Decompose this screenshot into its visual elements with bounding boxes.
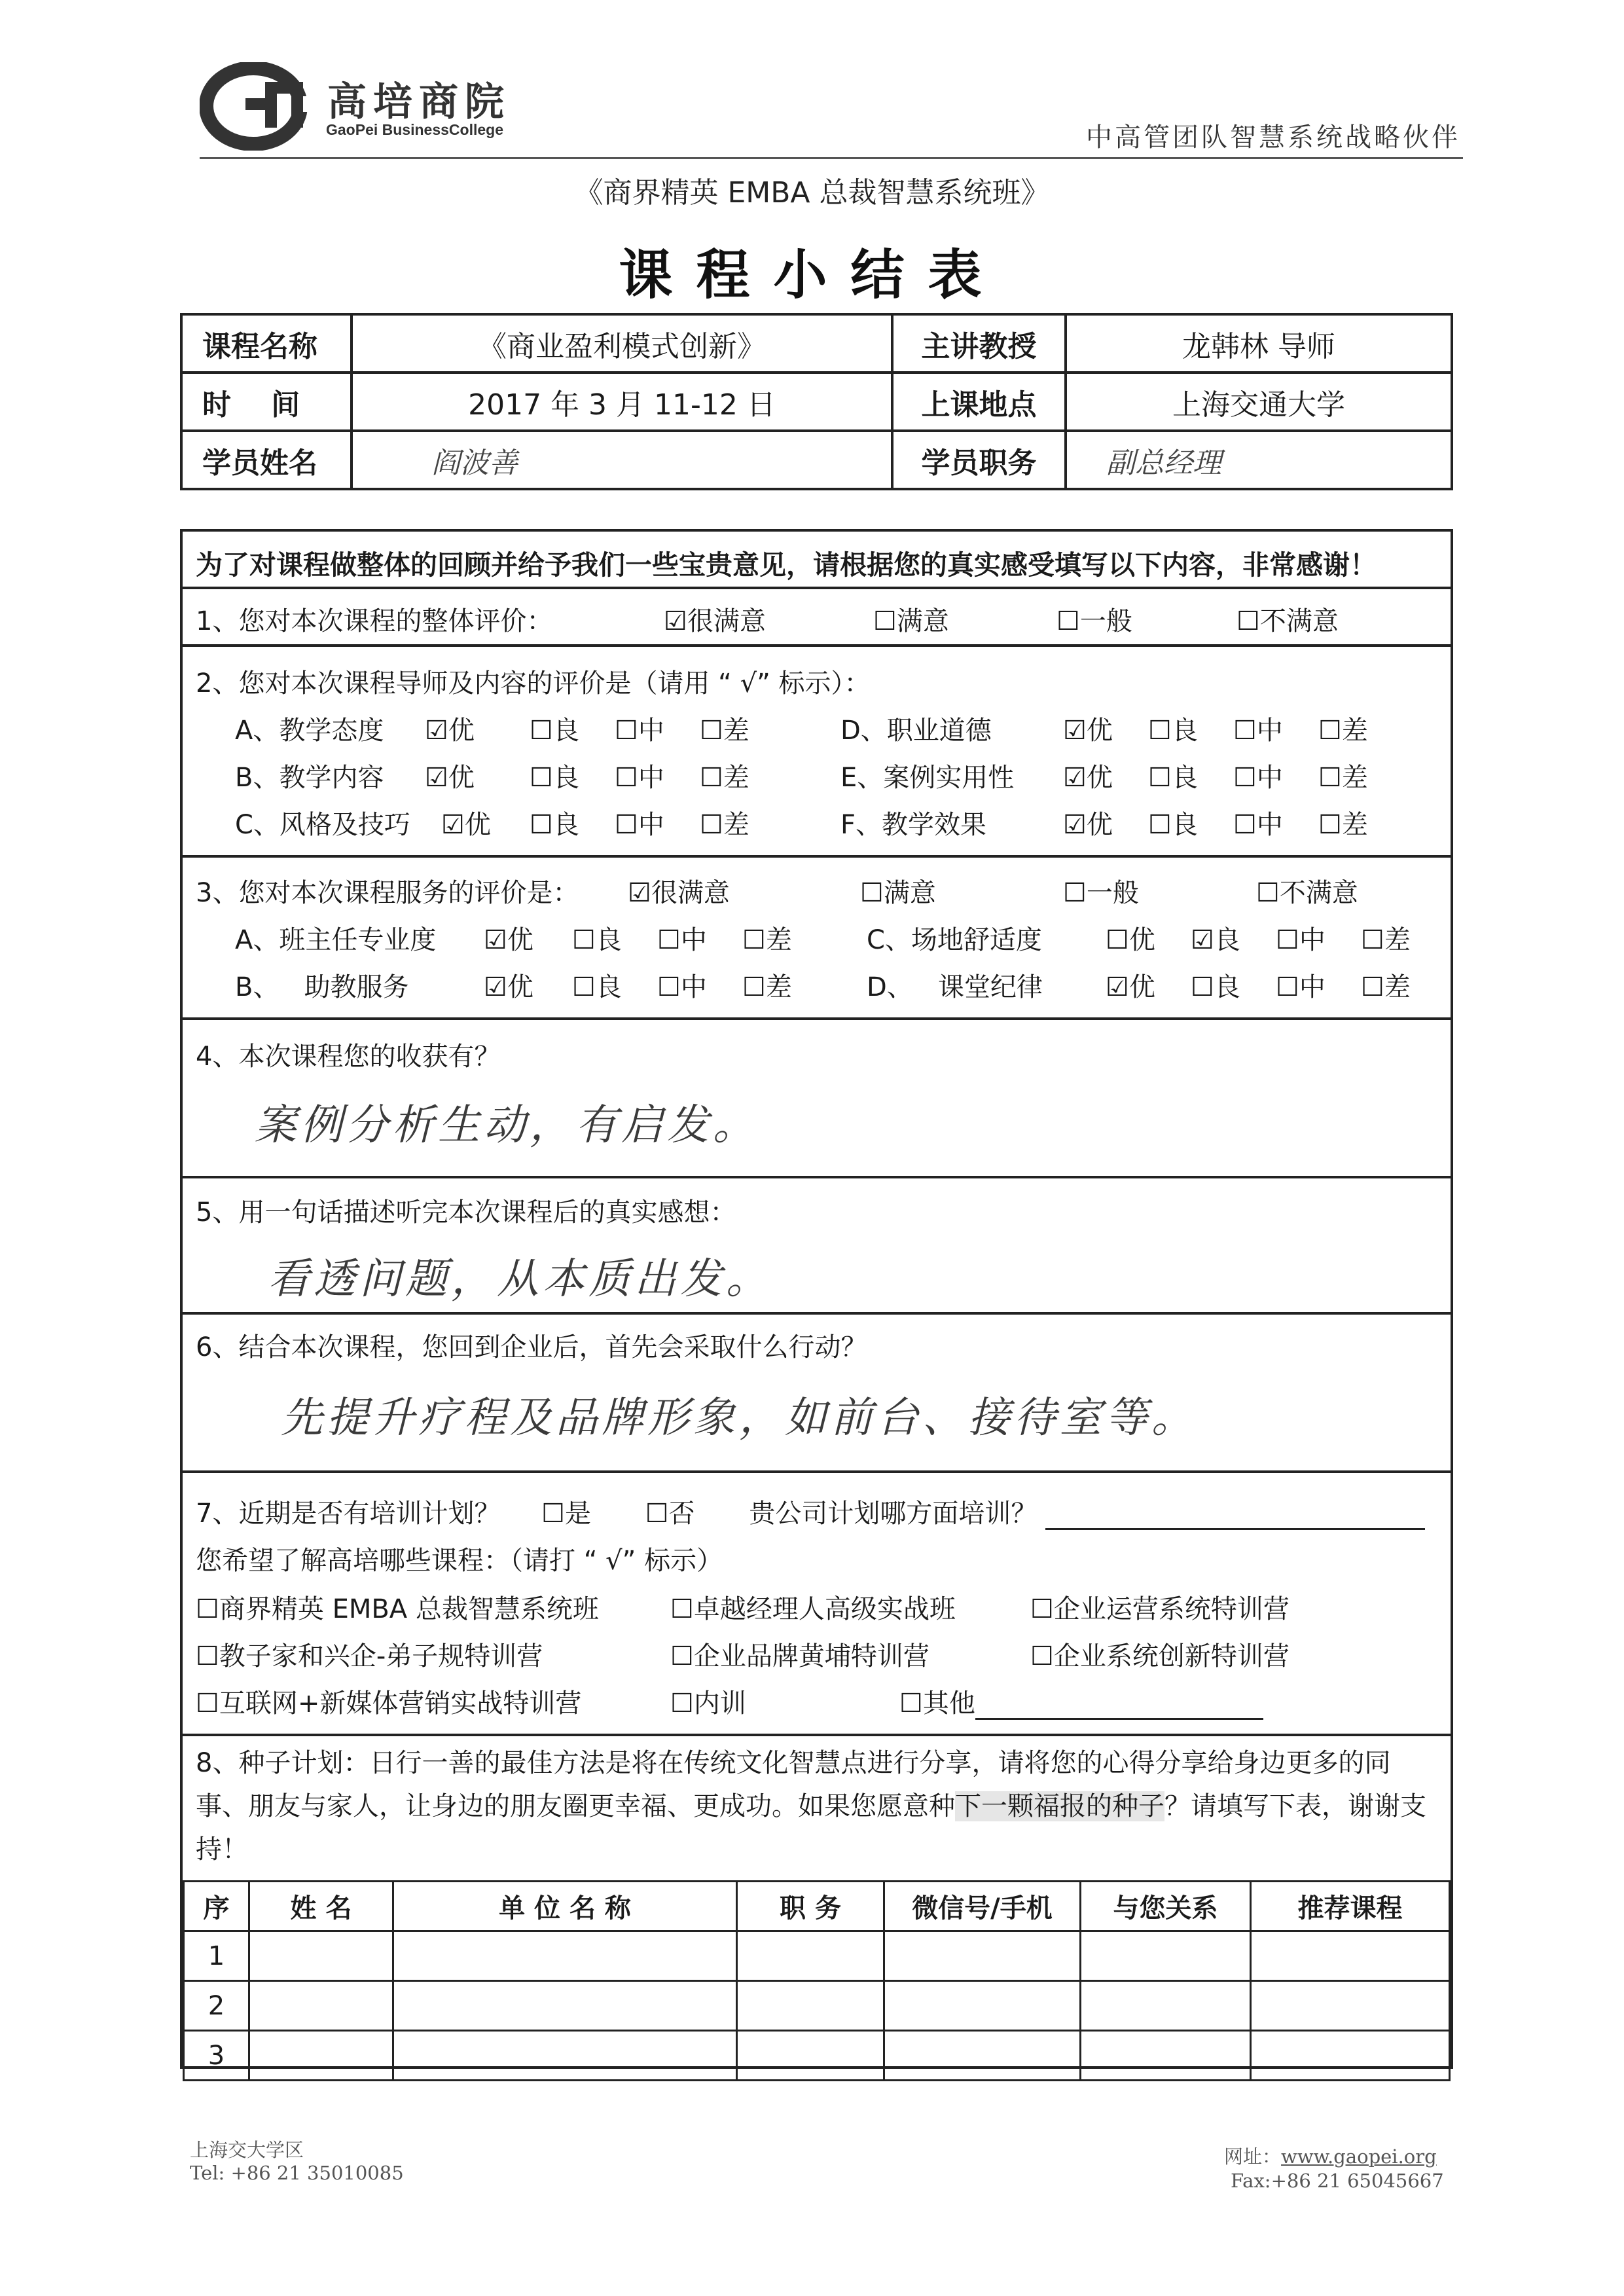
divider [183,1734,1451,1736]
q1-option-dissatisfied[interactable]: ☐不满意 [1236,606,1339,636]
q3-item-class-discipline: D、 课堂纪律 [867,972,1043,1002]
q2-item-teaching-content: B、教学内容 [235,763,384,793]
q3-c-grade-medium[interactable]: ☐中 [1276,925,1326,955]
col-company: 单 位 名 称 [393,1882,737,1931]
q7-course-manager[interactable]: ☐卓越经理人高级实战班 [670,1594,956,1624]
q2-item-teaching-effect: F、教学效果 [840,810,987,840]
col-name: 姓 名 [249,1882,393,1931]
footer-address: 上海交大学区 [190,2139,304,2161]
divider [183,855,1451,858]
q3-b-grade-poor[interactable]: ☐差 [742,972,792,1002]
q2-b-grade-poor[interactable]: ☐差 [700,763,749,793]
q2-e-grade-medium[interactable]: ☐中 [1233,763,1283,793]
footer-tel: Tel: +86 21 35010085 [190,2162,404,2184]
q2-e-grade-good[interactable]: ☐良 [1148,763,1198,793]
q3-item-assistant-service: B、 助教服务 [235,972,409,1002]
q2-c-grade-poor[interactable]: ☐差 [700,810,749,840]
footer-fax: Fax:+86 21 65045667 [1231,2170,1444,2192]
q2-a-grade-poor[interactable]: ☐差 [700,716,749,746]
cell-position[interactable] [737,1931,884,1981]
q3-c-grade-poor[interactable]: ☐差 [1361,925,1411,955]
col-recommended-course: 推荐课程 [1251,1882,1450,1931]
cell-name[interactable] [249,1981,393,2031]
q8-seed-plan-text: 8、种子计划：日行一善的最佳方法是将在传统文化智慧点进行分享，请将您的心得分享给身边更多的同事、朋友与家人，让身边的朋友圈更幸福、更成功。如果您愿意种下一颗福报的种子？请填写下表，谢谢支持！ [196,1748,1426,1865]
q3-b-grade-medium[interactable]: ☐中 [657,972,707,1002]
q2-f-grade-medium[interactable]: ☐中 [1233,810,1283,840]
student-name-label: 学员姓名 [181,431,352,489]
q2-e-grade-excellent[interactable]: ☑优 [1063,763,1113,793]
row-index: 2 [184,1981,249,2031]
q7-training-plan-row [196,1493,1425,1530]
referral-table [183,1880,1451,2081]
row-index: 1 [184,1931,249,1981]
cell-course[interactable] [1251,2031,1450,2081]
q3-b-grade-good[interactable]: ☐良 [572,972,622,1002]
q6-answer[interactable]: 先提升疗程及品牌形象，如前台、接待室等。 [281,1394,1197,1442]
q2-a-grade-excellent[interactable]: ☑优 [425,716,475,746]
cell-name[interactable] [249,1931,393,1981]
q2-b-grade-medium[interactable]: ☐中 [615,763,664,793]
divider [183,1176,1451,1178]
divider [183,1312,1451,1315]
cell-course[interactable] [1251,1981,1450,2031]
q7-option-yes[interactable]: ☐是 [541,1499,592,1529]
q2-f-grade-excellent[interactable]: ☑优 [1063,810,1113,840]
q2-e-grade-poor[interactable]: ☐差 [1318,763,1368,793]
q3-d-grade-excellent[interactable]: ☑优 [1106,972,1155,1002]
q1-option-very-satisfied[interactable]: ☑很满意 [664,606,766,636]
q3-option-satisfied[interactable]: ☐满意 [860,878,936,908]
q2-b-grade-good[interactable]: ☐良 [530,763,579,793]
cell-relationship[interactable] [1081,1931,1251,1981]
q5-answer[interactable]: 看透问题，从本质出发。 [268,1255,772,1303]
q3-label: 3、您对本次课程服务的评价是： [196,878,579,908]
q2-c-grade-good[interactable]: ☐良 [530,810,579,840]
cell-company[interactable] [393,1981,737,2031]
q4-answer[interactable]: 案例分析生动，有启发。 [255,1101,759,1150]
course-name-label: 课程名称 [181,314,352,373]
col-relationship: 与您关系 [1081,1882,1251,1931]
cell-course[interactable] [1251,1931,1450,1981]
q2-d-grade-poor[interactable]: ☐差 [1318,716,1368,746]
cell-wechat[interactable] [884,1981,1081,2031]
cell-position[interactable] [737,2031,884,2081]
q2-a-grade-medium[interactable]: ☐中 [615,716,664,746]
student-position-value[interactable]: 副总经理 [1106,446,1221,480]
q8-highlight: 下一颗福报的种子 [955,1791,1164,1821]
q2-b-grade-excellent[interactable]: ☑优 [425,763,475,793]
q3-a-grade-poor[interactable]: ☐差 [742,925,792,955]
survey-intro: 为了对课程做整体的回顾并给予我们一些宝贵意见，请根据您的真实感受填写以下内容，非常感谢！ [196,549,1377,581]
q7-course-dizigui[interactable]: ☐教子家和兴企-弟子规特训营 [196,1641,543,1671]
q3-d-grade-poor[interactable]: ☐差 [1361,972,1411,1002]
divider [183,644,1451,647]
q7-course-internet-marketing[interactable]: ☐互联网+新媒体营销实战特训营 [196,1688,582,1719]
q7-course-other[interactable]: ☐其他 [899,1683,1263,1720]
q3-a-grade-excellent[interactable]: ☑优 [484,925,533,955]
divider [183,1470,1451,1473]
cell-wechat[interactable] [884,2031,1081,2081]
q7-course-emba[interactable]: ☐商界精英 EMBA 总裁智慧系统班 [196,1594,599,1624]
time-value: 2017 年 3 月 11-12 日 [352,373,892,431]
table-row [184,1981,1450,2031]
document-title: 课程小结表 [619,244,1005,306]
q2-label: 2、您对本次课程导师及内容的评价是（请用 “ √” 标示）： [196,668,871,699]
cell-relationship[interactable] [1081,1981,1251,2031]
q7-plan-question: 贵公司计划哪方面培训？ [749,1499,1038,1529]
q2-c-grade-medium[interactable]: ☐中 [615,810,664,840]
q7-course-innovation[interactable]: ☐企业系统创新特训营 [1030,1641,1290,1671]
gaopei-logo-icon [200,62,317,151]
q3-b-grade-excellent[interactable]: ☑优 [484,972,533,1002]
header-divider [200,157,1463,159]
location-label: 上课地点 [892,373,1066,431]
q1-option-average[interactable]: ☐一般 [1056,606,1132,636]
col-wechat-phone: 微信号/手机 [884,1882,1081,1931]
survey-form [180,529,1453,2069]
cell-company[interactable] [393,2031,737,2081]
website-link[interactable]: www.gaopei.org [1281,2145,1437,2168]
q2-d-grade-excellent[interactable]: ☑优 [1063,716,1113,746]
q2-item-teaching-attitude: A、教学态度 [235,716,384,746]
q7-plan-blank[interactable] [1045,1506,1425,1530]
q1-label: 1、您对本次课程的整体评价： [196,606,553,636]
q2-item-case-practicality: E、案例实用性 [840,763,1015,793]
course-series-title: 《商界精英 EMBA 总裁智慧系统班》 [574,176,1050,210]
q4-label: 4、本次课程您的收获有？ [196,1042,501,1072]
logo-english-name: GaoPei BusinessCollege [326,121,503,138]
q2-c-grade-excellent[interactable]: ☑优 [441,810,491,840]
cell-position[interactable] [737,1981,884,2031]
q3-c-grade-good[interactable]: ☑良 [1191,925,1240,955]
q7-course-operation[interactable]: ☐企业运营系统特训营 [1030,1594,1290,1624]
q2-item-style-skill: C、风格及技巧 [235,810,410,840]
divider [183,1017,1451,1020]
row-index: 3 [184,2031,249,2081]
q3-d-grade-medium[interactable]: ☐中 [1276,972,1326,1002]
q2-d-grade-good[interactable]: ☐良 [1148,716,1198,746]
q7-label: 7、近期是否有培训计划？ [196,1499,501,1529]
divider [183,587,1451,589]
slogan: 中高管团队智慧系统战略伙伴 [1086,122,1460,153]
q7-other-blank[interactable] [975,1696,1263,1720]
q7-course-internal[interactable]: ☐内训 [670,1688,746,1719]
student-position-label: 学员职务 [892,431,1066,489]
instructor-label: 主讲教授 [892,314,1066,373]
q7-course-brand[interactable]: ☐企业品牌黄埔特训营 [670,1641,929,1671]
time-label: 时 间 [181,373,352,431]
q6-label: 6、结合本次课程，您回到企业后，首先会采取什么行动？ [196,1332,867,1362]
col-position: 职 务 [737,1882,884,1931]
q3-item-venue-comfort: C、场地舒适度 [867,925,1042,955]
footer-website: 网址：www.gaopei.org [1224,2145,1437,2168]
q3-option-average[interactable]: ☐一般 [1063,878,1139,908]
q3-a-grade-medium[interactable]: ☐中 [657,925,707,955]
q1-option-satisfied[interactable]: ☐满意 [873,606,949,636]
col-index: 序 [184,1882,249,1931]
q7-wish-label: 您希望了解高培哪些课程：（请打 “ √” 标示） [196,1546,723,1576]
table-row [184,2031,1450,2081]
q2-f-grade-good[interactable]: ☐良 [1148,810,1198,840]
q3-item-head-teacher: A、班主任专业度 [235,925,437,955]
cell-wechat[interactable] [884,1931,1081,1981]
q5-label: 5、用一句话描述听完本次课程后的真实感想： [196,1197,736,1228]
logo-chinese-name: 高培商院 [327,79,511,125]
course-info-table [180,313,1453,490]
cell-relationship[interactable] [1081,2031,1251,2081]
table-row [184,1931,1450,1981]
location-value: 上海交通大学 [1066,373,1452,431]
student-name-value[interactable]: 阎波善 [431,446,518,480]
q3-a-grade-good[interactable]: ☐良 [572,925,622,955]
q7-option-no[interactable]: ☐否 [645,1499,695,1529]
q3-d-grade-good[interactable]: ☐良 [1191,972,1240,1002]
course-name-value: 《商业盈利模式创新》 [352,314,892,373]
cell-name[interactable] [249,2031,393,2081]
q2-d-grade-medium[interactable]: ☐中 [1233,716,1283,746]
q2-item-professional-ethics: D、职业道德 [840,716,992,746]
q2-a-grade-good[interactable]: ☐良 [530,716,579,746]
instructor-value: 龙韩林 导师 [1066,314,1452,373]
q2-f-grade-poor[interactable]: ☐差 [1318,810,1368,840]
cell-company[interactable] [393,1931,737,1981]
q3-c-grade-excellent[interactable]: ☐优 [1106,925,1155,955]
q3-option-very-satisfied[interactable]: ☑很满意 [628,878,730,908]
q3-option-dissatisfied[interactable]: ☐不满意 [1256,878,1358,908]
